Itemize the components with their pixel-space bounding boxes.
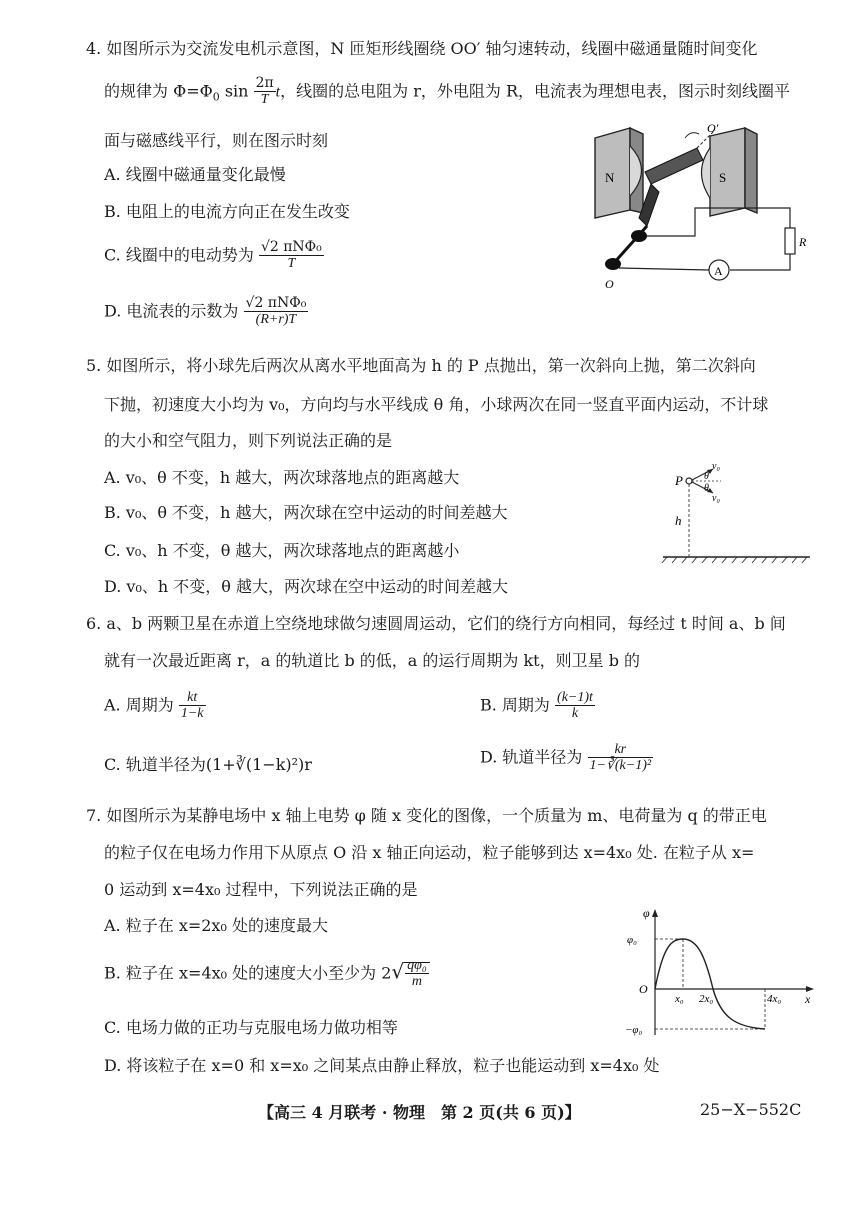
option-a: A. 粒子在 x=2x₀ 处的速度最大 (104, 916, 328, 935)
shaft (613, 226, 647, 264)
label-x0: x₀ (675, 993, 684, 1005)
label-2x0: 2x₀ (699, 993, 714, 1005)
option-a: A. 周期为 $\frac{kt}{1-k}$ (104, 690, 204, 722)
label-theta-down: θ (704, 483, 709, 494)
fraction: $\frac{\text{√2 πNΦ₀}}{(R+r)T}$ (245, 295, 307, 328)
question-number: 7. (86, 806, 102, 825)
question-stem-text: ，线圈的总电阻为 r，外电阻为 R，电流表为理想电表，图示时刻线圈平 (280, 81, 790, 101)
label-o: O (605, 277, 614, 291)
page-footer: 【高三 4 月联考 · 物理 第 2 页(共 6 页)】 (258, 1103, 581, 1122)
question-number: 4. (86, 39, 102, 58)
question-stem-line: 如图所示为某静电场中 x 轴上电势 φ 随 x 变化的图像，一个质量为 m、电荷量为 q 的带正电 (106, 806, 767, 825)
point-p (686, 478, 692, 484)
label-p: P (675, 473, 683, 488)
fraction: $\frac{\text{qφ₀}}{m}$ (407, 958, 427, 990)
option-a: A. v₀、θ 不变，h 越大，两次球落地点的距离越大 (104, 468, 460, 487)
question-stem-line: 下抛，初速度大小均为 v₀，方向均与水平线成 θ 角，小球两次在同一竖直平面内运动，不计球 (104, 395, 769, 414)
phi-axis-arrow (652, 909, 658, 917)
option-b: B. v₀、θ 不变，h 越大，两次球在空中运动的时间差越大 (104, 503, 508, 522)
question-stem-line: 的大小和空气阻力，则下列说法正确的是 (104, 431, 393, 450)
question-number: 5. (86, 356, 102, 375)
option-a: A. 线圈中磁通量变化最慢 (104, 165, 286, 184)
label-v0-up: v₀ (712, 461, 720, 472)
fraction: $\frac{kr}{\text{1−∛(k−1)²}}$ (589, 742, 652, 774)
label-h: h (675, 513, 682, 528)
label-4x0: 4x₀ (767, 993, 782, 1005)
question-stem-line: a、b 两颗卫星在赤道上空绕地球做匀速圆周运动，它们的绕行方向相同，每经过 t 时间 a、b 间 (106, 614, 786, 633)
s-magnet (710, 128, 745, 216)
generator-figure (585, 118, 815, 293)
option-b: B. 周期为 $\frac{(k-1)t}{k}$ (480, 690, 593, 722)
option-d: D. v₀、h 不变，θ 越大，两次球在空中运动的时间差越大 (104, 577, 508, 596)
label-o-prime: O′ (707, 121, 719, 135)
option-c: C. 轨道半径为(1+∛(1−k)²)r (104, 755, 312, 774)
label-theta-up: θ (704, 471, 709, 482)
question-stem-text: sin (224, 81, 249, 101)
question-stem-line: 就有一次最近距离 r，a 的轨道比 b 的低，a 的运行周期为 kt，则卫星 b 的 (104, 651, 641, 670)
option-c: C. v₀、h 不变，θ 越大，两次球落地点的距离越小 (104, 541, 460, 560)
question-stem-line: 如图所示，将小球先后两次从离水平地面高为 h 的 P 点抛出，第一次斜向上抛，第二次斜向 (106, 356, 756, 375)
label-s: S (719, 170, 727, 185)
potential-curve (655, 939, 765, 1029)
ground-hatching (662, 557, 807, 563)
wire-lower (619, 268, 709, 270)
label-neg-phi0: −φ₀ (625, 1024, 643, 1036)
projectile-figure (655, 455, 815, 575)
label-r: R (799, 235, 807, 249)
label-phi0: φ₀ (627, 934, 637, 946)
s-pole-face (702, 148, 711, 198)
option-b: B. 粒子在 x=4x₀ 处的速度大小至少为 2√ $\frac{\text{qφ₀}}{m}$ (104, 958, 430, 990)
question-stem-line: 的粒子仅在电场力作用下从原点 O 沿 x 轴正向运动，粒子能够到达 x=4x₀ 处. 在粒子从 x= (104, 843, 755, 862)
option-c: C. 线圈中的电动势为 $\frac{\text{√2 πNΦ₀}}{T}$ (104, 239, 322, 272)
fraction: $\frac{\text{√2 πNΦ₀}}{T}$ (260, 239, 322, 272)
fraction: $\frac{(k-1)t}{k}$ (557, 690, 593, 722)
label-n: N (605, 170, 615, 185)
resistor-r (785, 228, 795, 254)
coil-top (645, 148, 703, 184)
question-stem-line: 面与磁感线平行，则在图示时刻 (104, 131, 329, 150)
label-ammeter: A (714, 264, 723, 278)
option-b: B. 电阻上的电流方向正在发生改变 (104, 202, 350, 221)
label-origin: O (639, 982, 648, 996)
option-d: D. 电流表的示数为 $\frac{\text{√2 πNΦ₀}}{(R+r)T}$ (104, 295, 307, 328)
rotation-arrow (685, 133, 699, 138)
label-v0-down: v₀ (712, 493, 720, 504)
option-c: C. 电场力做的正功与克服电场力做功相等 (104, 1018, 398, 1037)
fraction: $\frac{kt}{1-k}$ (180, 690, 204, 722)
fraction: $\frac{2\pi}{T}$ (255, 75, 274, 108)
option-d: D. 轨道半径为 $\frac{kr}{\text{1−∛(k−1)²}}$ (480, 742, 652, 774)
potential-graph (625, 905, 820, 1045)
s-magnet-side (745, 128, 757, 213)
wire-right (730, 254, 790, 270)
label-x: x (805, 992, 811, 1006)
paper-code: 25−X−552C (700, 1100, 802, 1119)
option-d: D. 将该粒子在 x=0 和 x=x₀ 之间某点由静止释放，粒子也能运动到 x=4x₀ 处 (104, 1056, 660, 1075)
question-stem-line: 如图所示为交流发电机示意图，N 匝矩形线圈绕 OO′ 轴匀速转动，线圈中磁通量随时间变化 (106, 39, 758, 58)
label-phi: φ (643, 906, 650, 920)
question-stem-line: 0 运动到 x=4x₀ 过程中，下列说法正确的是 (104, 880, 418, 899)
question-number: 6. (86, 614, 102, 633)
question-stem-text: 的规律为 Φ=Φ (104, 81, 213, 101)
